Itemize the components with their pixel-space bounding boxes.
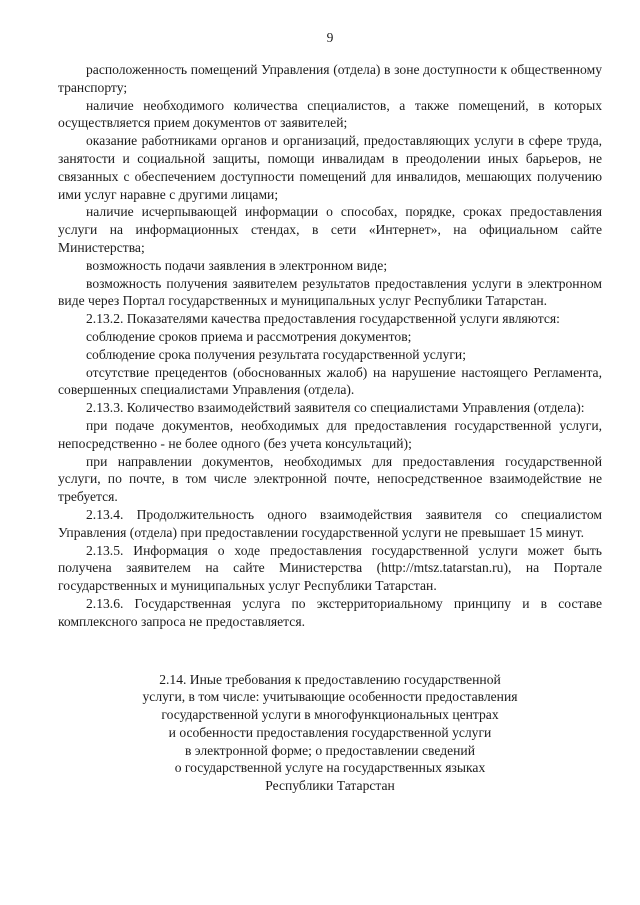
paragraph: наличие необходимого количества специалистов, а также помещений, в которых осуществляется прием документов от заявителей; bbox=[58, 97, 602, 131]
paragraph: при направлении документов, необходимых для предоставления государственной услуги, по почте, в том числе электронной почте, непосредственное взаимодействие не требуется. bbox=[58, 453, 602, 505]
paragraph: соблюдение сроков приема и рассмотрения документов; bbox=[86, 328, 412, 344]
heading-line: о государственной услуге на государственных языках bbox=[174, 760, 486, 776]
section-heading-2-14 bbox=[58, 671, 602, 796]
paragraph: расположенность помещений Управления (отдела) в зоне доступности к общественному транспорту; bbox=[58, 62, 602, 95]
heading-line: государственной услуги в многофункциональных центрах bbox=[161, 707, 499, 723]
paragraph: возможность подачи заявления в электронном виде; bbox=[86, 257, 388, 273]
heading-line: Республики Татарстан bbox=[265, 778, 395, 794]
paragraph: возможность получения заявителем результатов предоставления услуги в электронном виде через Портал государственных и муниципальных услуг Республики Татарстан. bbox=[58, 275, 602, 309]
paragraph-2-13-4: 2.13.4. Продолжительность одного взаимодействия заявителя со специалистом Управления (отдела) при предоставлении государственной услуги не превышает 15 минут. bbox=[58, 506, 602, 540]
page-number: 9 bbox=[326, 30, 334, 45]
paragraph: соблюдение срока получения результата государственной услуги; bbox=[86, 346, 466, 362]
paragraph-2-13-5: 2.13.5. Информация о ходе предоставления государственной услуги может быть получена заявителем на сайте Министерства (http://mtsz.tatarstan.ru), на Портале государственных и муниципальных услуг Республики Татарстан. bbox=[58, 542, 602, 594]
heading-line: услуги, в том числе: учитывающие особенности предоставления bbox=[142, 689, 518, 705]
heading-line: и особенности предоставления государственной услуги bbox=[168, 724, 492, 740]
paragraph: отсутствие прецедентов (обоснованных жалоб) на нарушение настоящего Регламента, совершенных специалистами Управления (отдела). bbox=[58, 364, 602, 398]
paragraph: оказание работниками органов и организаций, предоставляющих услуги в сфере труда, занятости и социальной защиты, помощи инвалидам в преодолении иных барьеров, не связанных с обеспечением доступности помещений для инвалидов, мешающих получению ими услуг наравне с другими лицами; bbox=[58, 133, 602, 202]
paragraph-2-13-2: 2.13.2. Показателями качества предоставления государственной услуги являются: bbox=[86, 311, 560, 327]
paragraph-2-13-3: 2.13.3. Количество взаимодействий заявителя со специалистами Управления (отдела): bbox=[86, 400, 585, 416]
paragraph: при подаче документов, необходимых для предоставления государственной услуги, непосредственно - не более одного (без учета консультаций); bbox=[58, 417, 602, 451]
paragraph-2-13-6: 2.13.6. Государственная услуга по экстерриториальному принципу и в составе комплексного запроса не предоставляется. bbox=[58, 595, 602, 629]
heading-line: 2.14. Иные требования к предоставлению государственной bbox=[159, 671, 501, 687]
document-body bbox=[58, 61, 602, 631]
heading-line: в электронной форме; о предоставлении сведений bbox=[184, 742, 475, 758]
paragraph: наличие исчерпывающей информации о способах, порядке, сроках предоставления услуги на информационных стендах, в сети «Интернет», на официальном сайте Министерства; bbox=[58, 204, 602, 255]
